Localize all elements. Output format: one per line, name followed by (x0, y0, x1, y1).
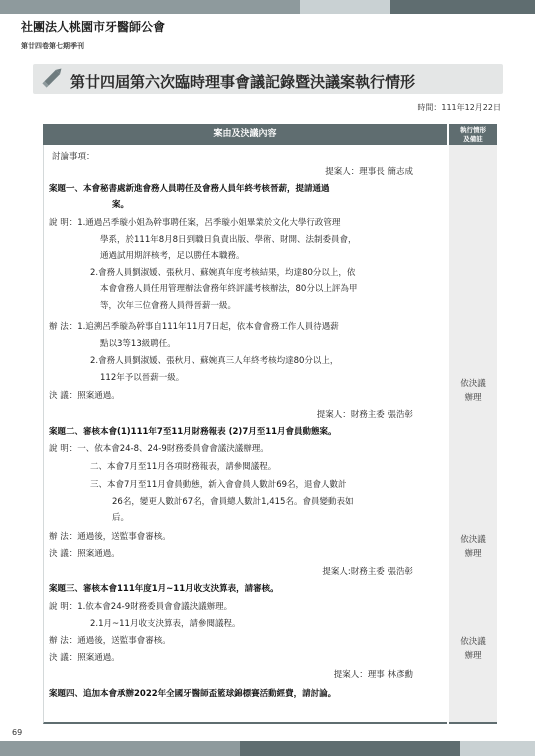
proposer: 提案人：財務主委 張浩彰 (316, 410, 413, 420)
section-label: 討論事項： (52, 152, 95, 162)
text-line: 辦 法：通過後，送監事會審核。 (49, 636, 171, 646)
proposer: 提案人：理事 林彥勳 (333, 670, 413, 680)
bottom-bar-segment (0, 741, 240, 756)
status-note-line: 依決議 (460, 637, 486, 647)
text-line: 說 明：1.通過呂季璇小姐為幹事聘任案，呂季璇小姐畢業於文化大學行政管理 (49, 218, 341, 228)
status-note-line: 辦理 (464, 651, 482, 661)
column-header-status (449, 124, 497, 145)
text-line: 學系，於111年8月8日到職日負責出版、學術、財開、法制委員會， (100, 235, 357, 245)
text-line: 112年予以晉薪一級。 (100, 373, 185, 383)
text-line: 等，次年三位會務人員得晉薪一級。 (100, 301, 237, 311)
association-name: 社團法人桃園市牙醫師公會 (21, 20, 166, 34)
column-header-content: 案由及決議內容 (43, 124, 447, 145)
text-line: 本會會務人員任用管理辦法會務年終評議考核辦法，80分以上評為甲 (100, 284, 358, 294)
text-line: 二、本會7月至11月各項財務報表，請參閱議程。 (90, 462, 277, 472)
resolution-line: 決 議：照案通過。 (49, 549, 120, 559)
status-column (449, 145, 497, 724)
top-color-bar (0, 0, 535, 14)
status-note-line: 依決議 (460, 379, 486, 389)
meeting-date: 時間：111年12月22日 (417, 103, 501, 112)
resolution-line: 決 議：照案通過。 (49, 391, 120, 401)
text-line: 后。 (112, 513, 130, 523)
text-line: 2.會務人員劉淑媛、張秋月、蘇婉真年度考核結果，均達80分以上，依 (90, 268, 356, 278)
text-line: 26名，變更人數計67名，會員總人數計1,415名。會員變動表如 (112, 497, 354, 507)
case-title: 案題三、審核本會111年度1月~11月收支決算表，請審核。 (49, 584, 279, 594)
page-title: 第廿四屆第六次臨時理事會議記錄暨決議案執行情形 (70, 73, 416, 91)
bottom-bar-segment (240, 741, 460, 756)
case-title: 案題四、追加本會承辦2022年全國牙醫師盃籃球錦標賽活動經費，請討論。 (49, 689, 337, 699)
top-bar-segment (300, 0, 390, 14)
bottom-color-bar (0, 741, 535, 756)
proposer: 提案人：理事長 簡志成 (325, 167, 413, 177)
text-line: 辦 法：1.追溯呂季璇為幹事自111年11月7日起，依本會會務工作人員待遇薪 (49, 322, 339, 332)
text-line: 三、本會7月至11月會員動態，新入會會員人數計69名，退會人數計 (90, 480, 347, 490)
resolution-line: 決 議：照案通過。 (49, 653, 120, 663)
content-column (43, 145, 447, 724)
text-line: 2.1月~11月收支決算表，請參閱議程。 (90, 619, 241, 629)
bottom-bar-segment (460, 741, 535, 756)
status-note-line: 依決議 (460, 535, 486, 545)
status-note (449, 533, 497, 561)
text-line: 說 明：1.依本會24-9財務委員會會議決議辦理。 (49, 602, 233, 612)
issue-label: 第廿四卷第七期季刊 (21, 42, 84, 50)
minutes-table (43, 124, 497, 724)
status-note-line: 辦理 (464, 393, 482, 403)
column-header-status-line: 執行情形 (460, 126, 486, 134)
top-bar-segment (390, 0, 535, 14)
proposer: 提案人:財務主委 張浩彰 (322, 567, 413, 577)
page-number: 69 (12, 728, 23, 737)
case-title-cont: 案。 (112, 200, 130, 210)
text-line: 點以3等13級聘任。 (100, 339, 176, 349)
text-line: 2.會務人員劉淑媛、張秋月、蘇婉真三人年終考核均達80分以上， (90, 356, 339, 366)
column-header-status-line: 及備註 (463, 135, 483, 143)
status-note (449, 635, 497, 663)
text-line: 說 明：一、依本會24-8、24-9財務委員會會議決議辦理。 (49, 444, 269, 454)
status-note-line: 辦理 (464, 549, 482, 559)
case-title: 案題二、審核本會(1)111年7至11月財務報表 (2)7月至11月會員動態案。 (49, 427, 337, 437)
text-line: 辦 法：通過後，送監事會審核。 (49, 532, 171, 542)
top-bar-segment (0, 0, 300, 14)
case-title: 案題一、本會秘書處新進會務人員聘任及會務人員年終考核晉薪，提請通過 (49, 184, 330, 194)
text-line: 通過試用期評核考，足以勝任本職務。 (100, 251, 245, 261)
status-note (449, 377, 497, 405)
pencil-icon (40, 64, 66, 90)
